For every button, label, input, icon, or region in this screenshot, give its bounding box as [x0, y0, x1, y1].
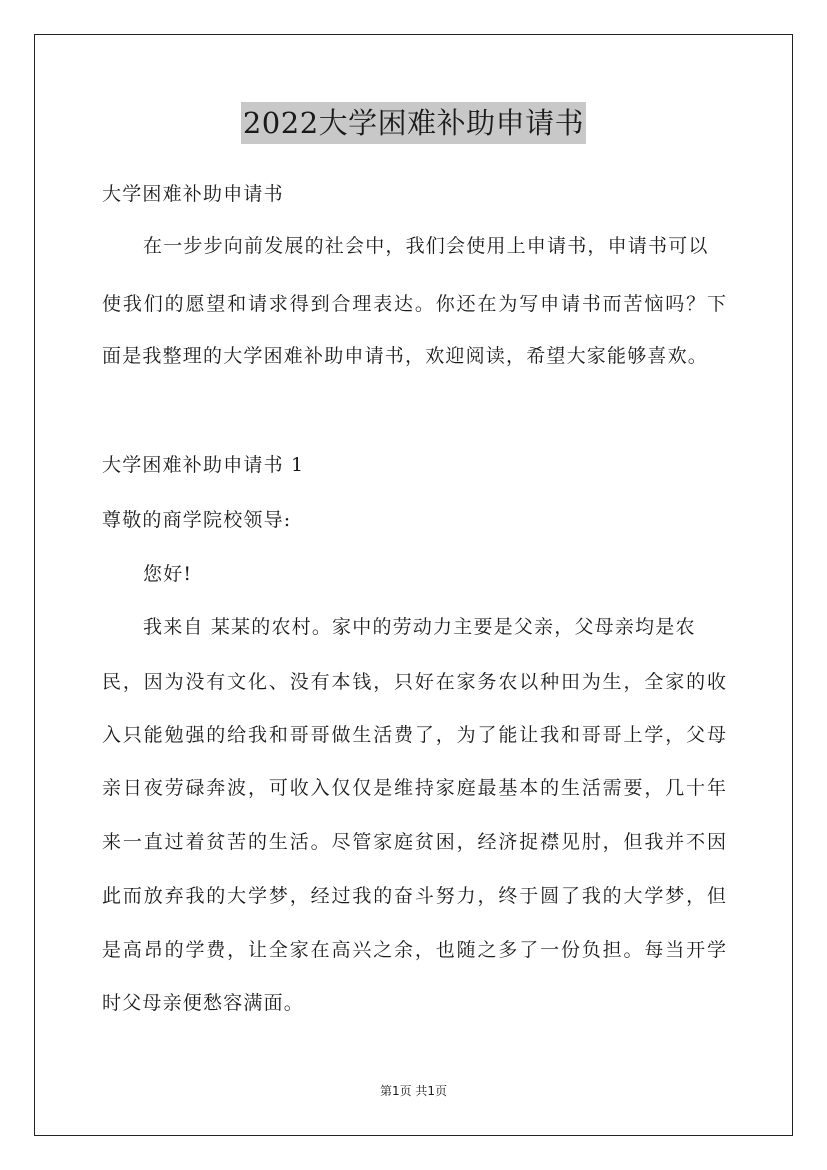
body-line-1: 我来自 某某的农村。家中的劳动力主要是父亲，父母亲均是农	[143, 616, 696, 638]
body-line-8: 时父母亲便愁容满面。	[102, 992, 305, 1014]
body-line-4: 亲日夜劳碌奔波，可收入仅仅是维持家庭最基本的生活需要，几十年	[102, 777, 726, 799]
salutation: 尊敬的商学院校领导:	[102, 509, 292, 531]
body-line-3: 入只能勉强的给我和哥哥做生活费了，为了能让我和哥哥上学，父母	[102, 724, 726, 746]
greeting: 您好!	[143, 563, 193, 585]
section-heading: 大学困难补助申请书 1	[102, 454, 305, 476]
body-line-2: 民，因为没有文化、没有本钱，只好在家务农以种田为生，全家的收	[102, 671, 726, 693]
intro-line-2: 使我们的愿望和请求得到合理表达。你还在为写申请书而苦恼吗？下	[102, 293, 726, 315]
document-title: 2022大学困难补助申请书	[241, 102, 586, 144]
body-line-6: 此而放弃我的大学梦，经过我的奋斗努力，终于圆了我的大学梦，但	[102, 885, 726, 907]
intro-line-3: 面是我整理的大学困难补助申请书，欢迎阅读，希望大家能够喜欢。	[102, 345, 709, 367]
intro-line-1: 在一步步向前发展的社会中，我们会使用上申请书，申请书可以	[143, 235, 709, 257]
document-subtitle: 大学困难补助申请书	[102, 183, 284, 205]
page-number-footer: 第1页 共1页	[379, 1084, 448, 1098]
body-line-5: 来一直过着贫苦的生活。尽管家庭贫困，经济捉襟见肘，但我并不因	[102, 831, 726, 853]
body-line-7: 是高昂的学费，让全家在高兴之余，也随之多了一份负担。每当开学	[102, 939, 726, 961]
title-container	[0, 102, 827, 144]
